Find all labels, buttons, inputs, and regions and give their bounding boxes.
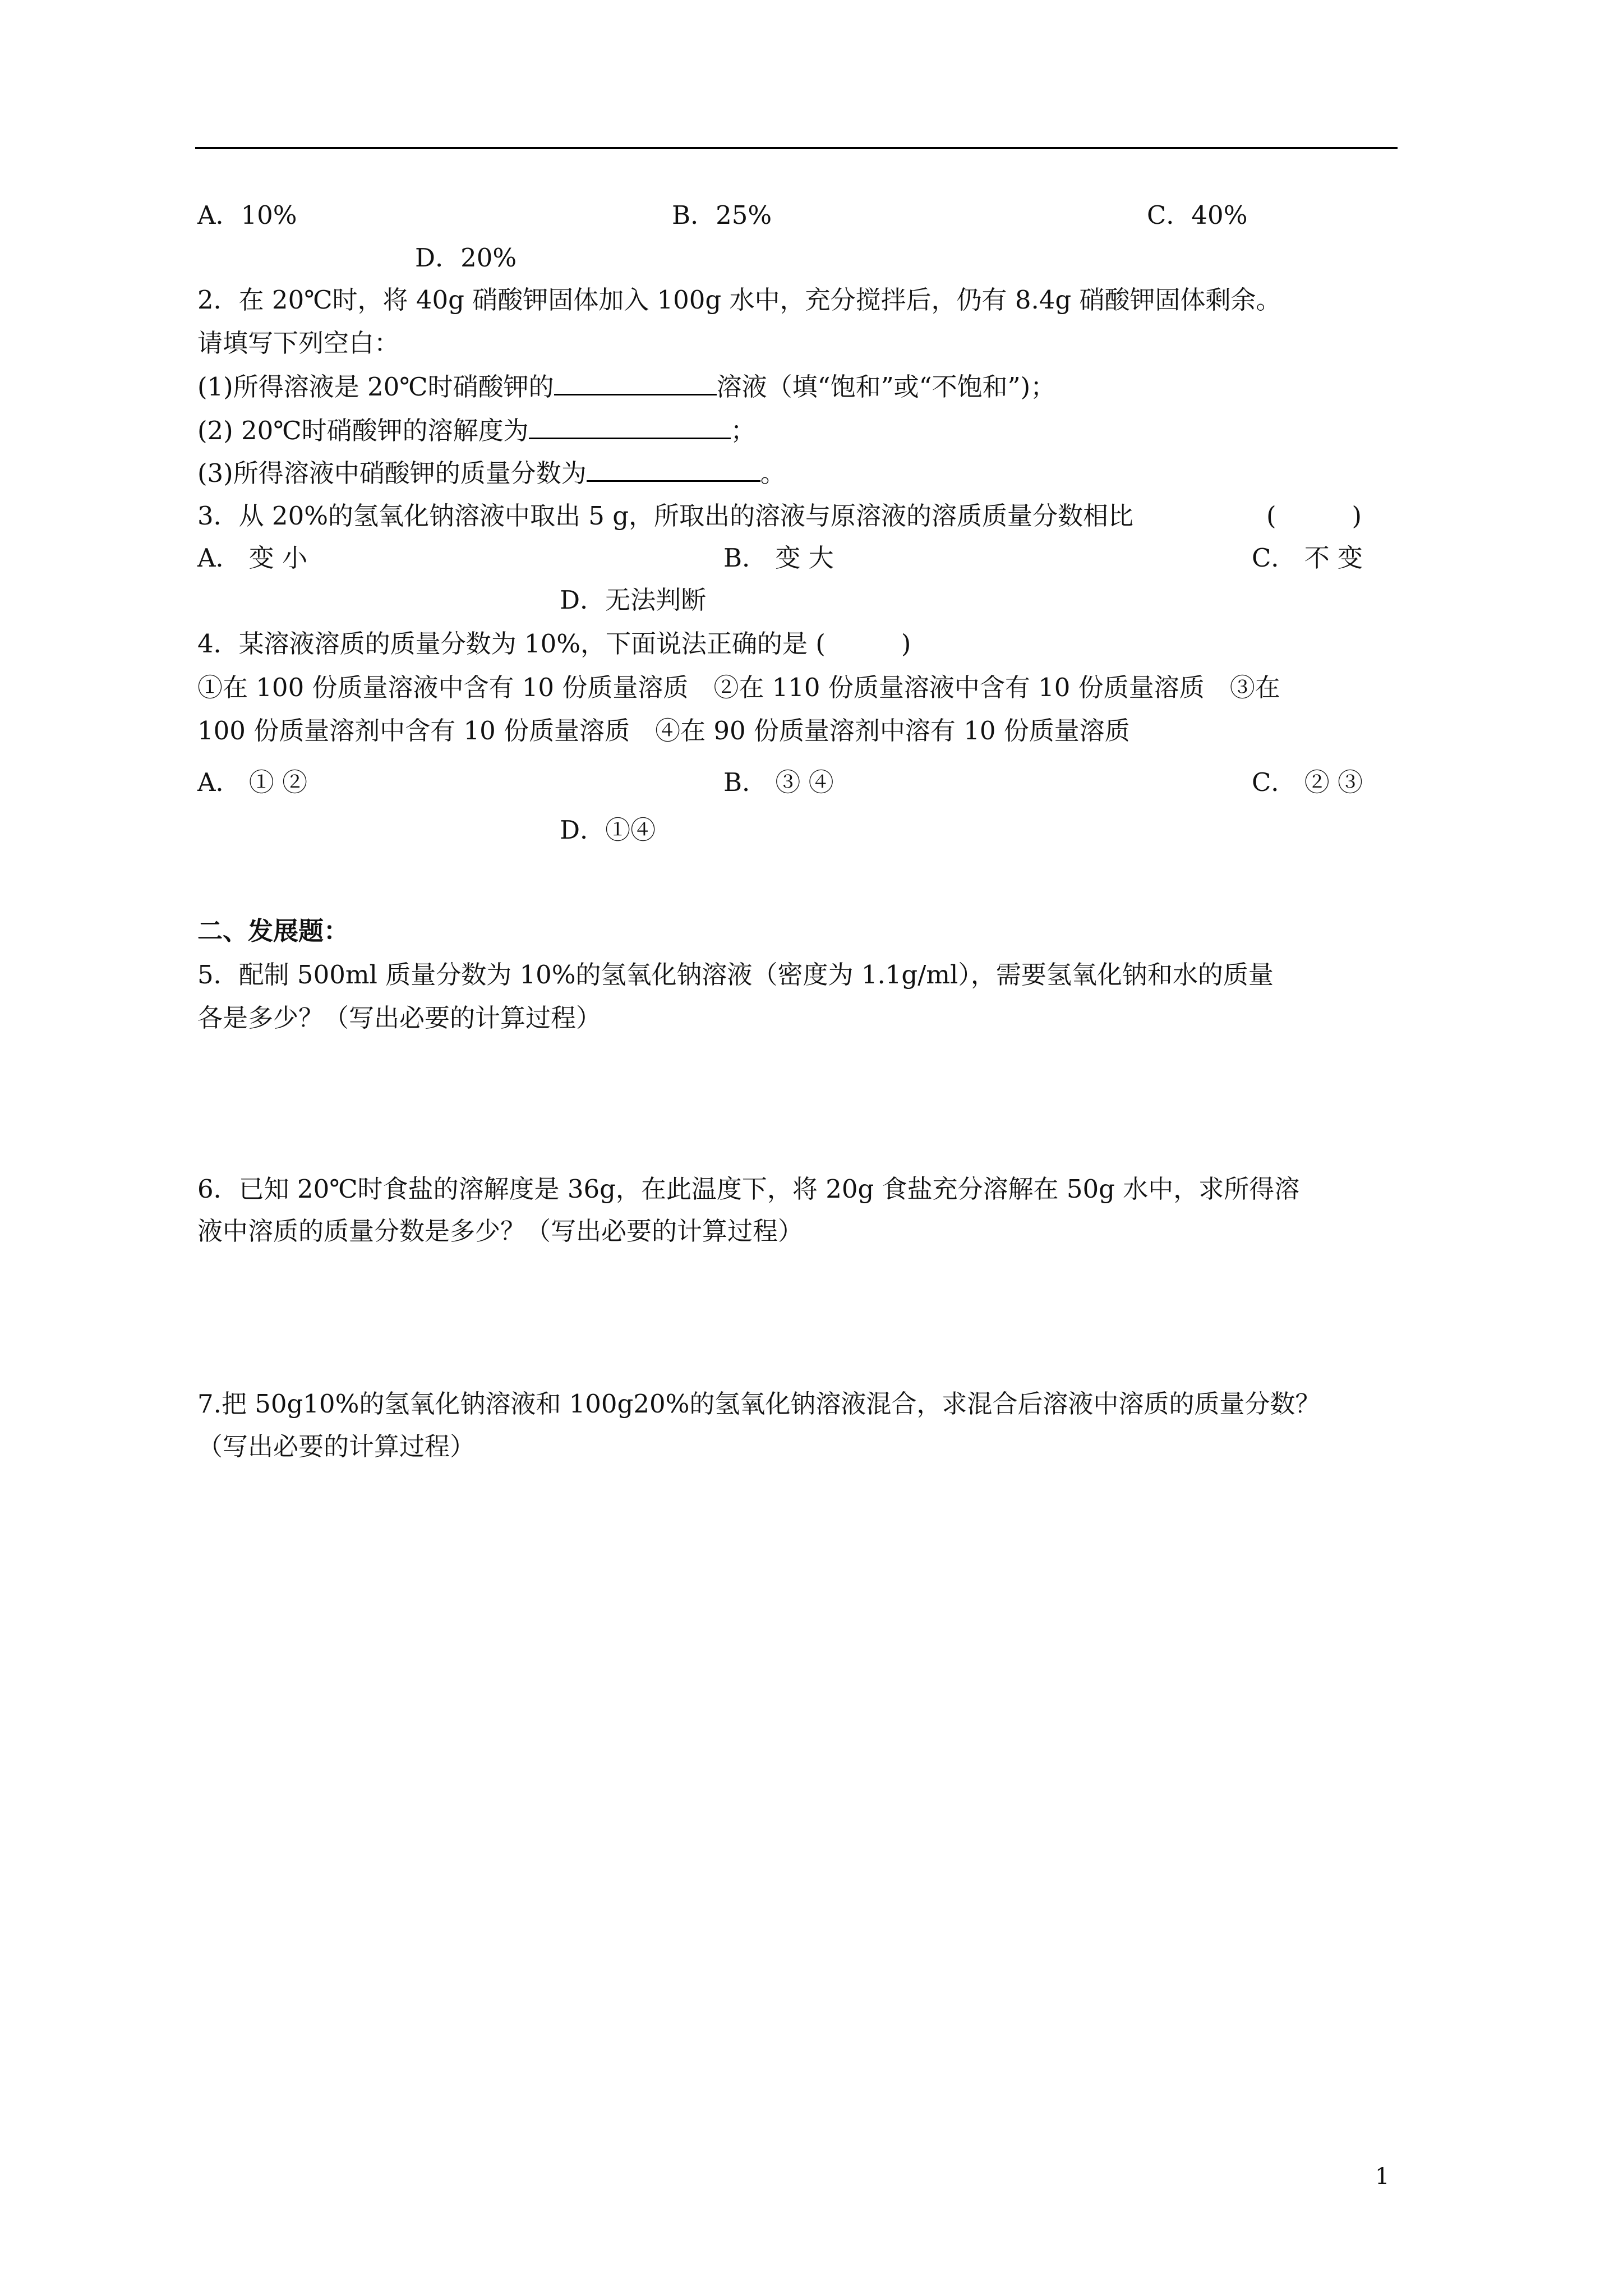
q2-s2-before: (2) 20℃时硝酸钾的溶解度为	[197, 416, 529, 445]
q3-option-c: C． 不 变	[1252, 543, 1363, 573]
page-number: 1	[1375, 2164, 1390, 2189]
q4-option-d: D．①④	[560, 815, 656, 845]
q3-option-a: A． 变 小	[197, 543, 308, 573]
q4-statements-line2: 100 份质量溶剂中含有 10 份质量溶质 ④在 90 份质量溶剂中溶有 10 份质量溶质	[197, 716, 1130, 746]
q2-instruction: 请填写下列空白：	[197, 328, 400, 358]
section-heading: 二、发展题：	[197, 916, 349, 946]
q3-option-d: D．无法判断	[560, 585, 707, 615]
answer-blank-2[interactable]	[529, 415, 731, 439]
q4-statements-line1: ①在 100 份质量溶液中含有 10 份质量溶质 ②在 110 份质量溶液中含有 10 份质量溶质 ③在	[197, 673, 1280, 702]
q6-line1: 6．已知 20℃时食盐的溶解度是 36g，在此温度下，将 20g 食盐充分溶解在 50g 水中，求所得溶	[197, 1174, 1300, 1204]
q3-stem: 3．从 20%的氢氧化钠溶液中取出 5 g，所取出的溶液与原溶液的溶质质量分数相比	[197, 501, 1134, 531]
q4-option-b: B． ③ ④	[723, 767, 834, 797]
q1-option-c: C．40%	[1147, 200, 1248, 230]
q2-s3-after: 。	[760, 458, 786, 488]
q5-line1: 5．配制 500ml 质量分数为 10%的氢氧化钠溶液（密度为 1.1g/ml），需要氢氧化钠和水的质量	[197, 960, 1274, 990]
answer-blank-3[interactable]	[587, 458, 760, 482]
q7-line1: 7.把 50g10%的氢氧化钠溶液和 100g20%的氢氧化钠溶液混合，求混合后溶液中溶质的质量分数？	[197, 1389, 1321, 1419]
q4-option-c: C． ② ③	[1252, 767, 1363, 797]
q2-s1-before: (1)所得溶液是 20℃时硝酸钾的	[197, 372, 554, 402]
q2-subquestion-3	[197, 457, 1398, 490]
q3-option-b: B． 变 大	[723, 543, 834, 573]
q2-stem: 2．在 20℃时，将 40g 硝酸钾固体加入 100g 水中，充分搅拌后，仍有 8.4g 硝酸钾固体剩余。	[197, 285, 1281, 315]
q4-stem: 4．某溶液溶质的质量分数为 10%，下面说法正确的是 ( )	[197, 629, 911, 659]
q2-s2-after: ；	[730, 416, 756, 445]
q2-s3-before: (3)所得溶液中硝酸钾的质量分数为	[197, 458, 587, 488]
q2-s1-after: 溶液（填“饱和”或“不饱和”)；	[716, 372, 1056, 402]
q2-subquestion-1	[197, 370, 1398, 404]
q1-option-d: D．20%	[415, 243, 517, 273]
q6-line2: 液中溶质的质量分数是多少？（写出必要的计算过程）	[197, 1216, 804, 1246]
q3-answer-paren: ( )	[1266, 501, 1362, 531]
q7-line2: （写出必要的计算过程）	[197, 1432, 476, 1461]
q1-option-b: B．25%	[672, 200, 772, 230]
q1-option-a: A．10%	[197, 200, 297, 230]
header-rule	[195, 147, 1398, 149]
q5-line2: 各是多少？（写出必要的计算过程）	[197, 1003, 602, 1033]
q4-option-a: A． ① ②	[197, 767, 308, 797]
answer-blank-1[interactable]	[554, 371, 717, 395]
q2-subquestion-2	[197, 414, 1398, 448]
